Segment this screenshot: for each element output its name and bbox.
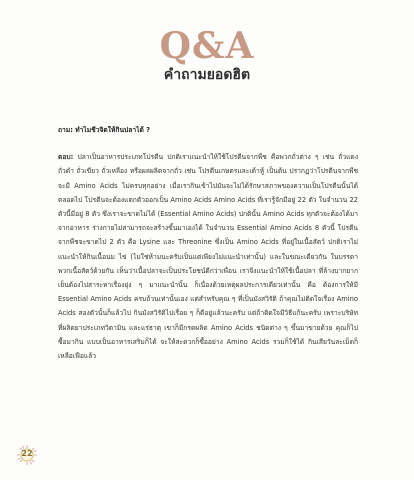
answer: [58, 150, 358, 363]
question: [58, 123, 358, 137]
question-text: ทำไมชีวจิตให้กินปลาได้ ?: [75, 126, 151, 134]
question-label: ถาม:: [58, 126, 73, 134]
page-number-badge: [16, 444, 38, 466]
page-title: Q&A: [159, 25, 255, 67]
header: [0, 26, 414, 84]
answer-text: ปลาเป็นอาหารประเภทโปรตีน ปกติเราแนะนำให้ใช้โปรตีนจากพืช คือพวกถั่วต่าง ๆ เช่น ถั่วแดง ถั่วดำ ถั่วเขียว ถั่วเหลือง หรือผลผลิตจากถั่ว เช่น โปรตีนเกษตรและเต้าหู้ เป็นต้น ปรากฏว่าโปรตีนจากพืชจะมี Amino Acids ไม่ครบทุกอย่าง เมื่อเรากินเข้าไปมันจะไม่ได้รักษาสภาพของความเป็นโปรตีนนั้นได้ตลอดไป โปรตีนจะต้องแตกตัวออกเป็น Amino Acids Amino Acids ที่เรารู้จักมีอยู่ 22 ตัว ในจำนวน 22 ตัวนี้มีอยู่ 8 ตัว ซึ่งเราจะขาดไม่ได้ (Essential Amino Acids) ปกตินั้น Amino Acids ทุกตัวจะต้องได้มาจากอาหาร ร่างกายไม่สามารถจะสร้างขึ้นมาเองได้ ในจำนวน Essential Amino Acids 8 ตัวนี้ โปรตีนจากพืชจะขาดไป 2 ตัว คือ Lysine และ Threonine ซึ่งเป็น Amino Acids ที่อยู่ในเนื้อสัตว์ ปกติเราไม่แนะนำให้กินเนื้อนม ไข่ (ไม่ใช่ห้ามนะครับเป็นแต่เพียงไม่แนะนำเท่านั้น) และในขณะเดียวกัน ในบรรดาพวกเนื้อสัตว์ด้วยกัน เห็นว่าเนื้อปลาจะเป็นประโยชน์ดีกว่าเพื่อน เราจึงแนะนำให้ใช้เนื้อปลา ที่ล้างบากยากเย็นต้องไปสาระหาเรื่องยุ่ง ๆ มาแนะนำนั้น ก็เนื่องด้วยเหตุผลประการเดียวเท่านั้น คือ ต้องการให้มี Essential Amino Acids ครบถ้วนเท่านั้นเอง แต่สำหรับคุณ ๆ ที่เป็นมังสวิรัติ ถ้าคุณไม่ติดใจเรื่อง Amino Acids สองตัวนั้นก็แล้วไป กินมังสวิรัติไปเรื่อย ๆ ก็ดีอยู่แล้วนะครับ แต่ถ้าติดใจมีวิธีแก้นะครับ เพราะบริษัทที่ผลิตยาประเภทวิตามิน และแร่ธาตุ เขาก็มีกรดผลิต Amino Acids ชนิดต่าง ๆ ขึ้นมาขายด้วย คุณก็ไปซื้อมากิน แบบเป็นอาหารเสริมก็ได้ จะให้สะดวกก็ซื้ออย่าง Amino Acids รวมก็ใช้ได้ กินเสียวันละเม็ดก็เหลือเฟือแล้ว: [58, 153, 358, 361]
page-number: 22: [21, 449, 33, 458]
answer-label: ตอบ:: [58, 153, 74, 162]
page-subtitle: คำถามยอดฮิต: [163, 67, 251, 83]
qa-content: [58, 123, 358, 363]
